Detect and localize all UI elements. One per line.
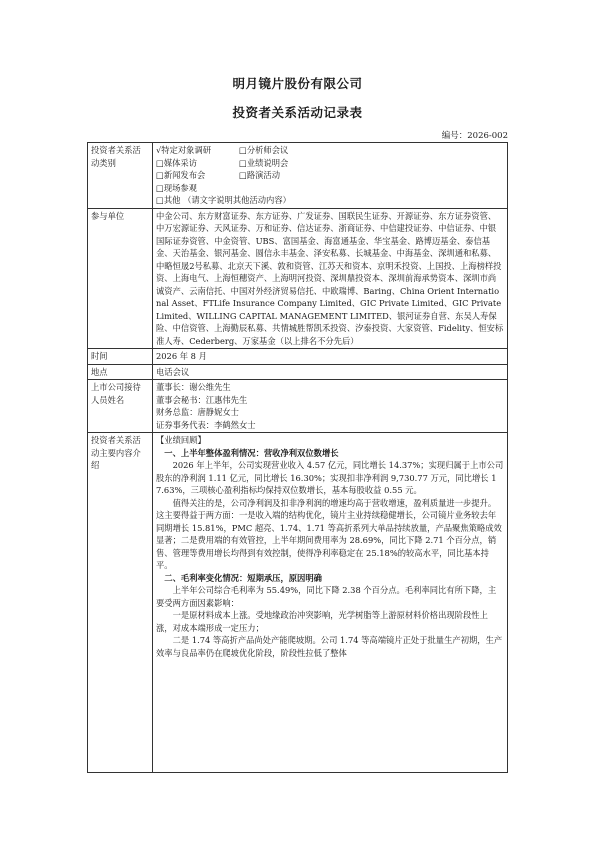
reception-staff xyxy=(153,380,508,433)
content-label: 投资者关系活动主要内容介绍 xyxy=(88,433,153,773)
category-label: 投资者关系活动类别 xyxy=(88,143,153,209)
option-site-visit[interactable]: □现场参观 xyxy=(156,182,198,193)
staff-board-secretary: 董事会秘书：江惠伟先生 xyxy=(156,394,248,405)
document-number: 编号：2026-002 xyxy=(441,131,508,141)
category-row xyxy=(88,143,508,209)
participants-row xyxy=(88,208,508,349)
company-name: 明月镜片股份有限公司 xyxy=(232,76,363,91)
option-other[interactable]: □其他 （请文字说明其他活动内容） xyxy=(156,195,291,205)
participants-list: 中金公司、东方财富证券、东方证券、广发证券、国联民生证券、开源证券、东方证券资管、中万宏源证券、天风证券、万和证券、信达证券、浙商证券、中信建投证券、中信证券、中银国际证券资管、中金资管、UBS、富国基金、海富通基金、华宝基金、路博迈基金、泰信基金、天治基金、银河基金、圆信永丰基金、泽安私募、长城基金、中海基金、深圳通和私募、中略恒晟2号私募、北京天下溪、敦和资管、江苏天和资本、京明禾投资、上国投、上海榜样投资、上海电气、上海恒穗资产、上海明河投资、深圳鼎投资本、深圳前海承势资本、深圳市尚诚资产、云南信托、中国对外经济贸易信托、中欧瑞博、Baring、China Orient International Asset、FTLife Insurance Company Limited、GIC Private Limited、GIC Private Limited、WILLING CAPITAL MANAGEMENT LIMITED、银河证券自营、东吴人寿保险、中信资管、上海勤辰私募、共情城胜帮凯禾投资、汐泰投资、大家资管、Fidelity、恒安标准人寿、Cederberg、万家基金（以上排名不分先后） xyxy=(153,208,508,349)
location-label: 地点 xyxy=(88,364,153,380)
time-label: 时间 xyxy=(88,349,153,365)
option-specific-research[interactable]: √特定对象调研 xyxy=(156,145,212,155)
section-heading-2: 二、毛利率变化情况：短期承压，原因明确 xyxy=(164,572,322,583)
category-options xyxy=(153,143,508,209)
reception-label: 上市公司接待人员姓名 xyxy=(88,380,153,433)
option-analyst-meeting[interactable]: □分析师会议 xyxy=(239,145,289,155)
content-body xyxy=(153,433,508,773)
staff-securities-rep: 证券事务代表：李鹤然女士 xyxy=(156,419,256,430)
time-row xyxy=(88,349,508,365)
section-heading-1: 一、上半年整体盈利情况：营收净利双位数增长 xyxy=(164,447,339,458)
location-value: 电话会议 xyxy=(153,364,508,380)
location-row xyxy=(88,364,508,380)
reception-row xyxy=(88,380,508,433)
section-tag: 【业绩回顾】 xyxy=(156,435,206,445)
participants-label: 参与单位 xyxy=(88,208,153,349)
document-title: 投资者关系活动记录表 xyxy=(232,105,363,120)
option-roadshow[interactable]: □路演活动 xyxy=(239,170,281,180)
paragraph-1: 2026 年上半年，公司实现营业收入 4.57 亿元，同比增长 14.37%；实现归属于上市公司股东的净利润 1.11 亿元，同比增长 16.30%；实现扣非净利润 9,730.77 万元，同比增长 17.63%，三项核心盈利指标均保持双位数增长，基本每股收益 0.55 元。 xyxy=(156,460,504,495)
paragraph-2: 值得关注的是，公司净利润及扣非净利润的增速均高于营收增速，盈利质量进一步提升。这主要得益于两方面：一是收入端的结构优化，镜片主业持续稳健增长，公司镜片业务较去年同期增长 15.81%，PMC 超亮、1.74、1.71 等高折系列大单品持续放量，产品聚焦策略成效显著；二是费用端的有效管控，上半年期间费用率为 28.69%，同比下降 2.71 个百分点，销售、管理等费用增长均得到有效控制，使得净利率稳定在 25.18%的较高水平，同比基本持平。 xyxy=(156,497,502,570)
paragraph-5: 二是 1.74 等高折产品尚处产能爬坡期。公司 1.74 等高端镜片正处于批量生产初期，生产效率与良品率仍在爬坡优化阶段，阶段性拉低了整体 xyxy=(156,635,503,658)
content-row xyxy=(88,433,508,773)
staff-chairman: 董事长：谢公维先生 xyxy=(156,382,231,392)
option-press-conference[interactable]: □新闻发布会 xyxy=(156,170,206,180)
time-value: 2026 年 8 月 xyxy=(153,349,508,365)
option-media-interview[interactable]: □媒体采访 xyxy=(156,157,198,168)
paragraph-4: 一是原材料成本上涨。受地缘政治冲突影响，光学树脂等上游原材料价格出现阶段性上涨，对成本端形成一定压力； xyxy=(156,610,488,633)
paragraph-3: 上半年公司综合毛利率为 55.49%，同比下降 2.38 个百分点。毛利率同比有所下降，主要受两方面因素影响： xyxy=(156,585,497,608)
option-earnings-call[interactable]: □业绩说明会 xyxy=(239,157,289,168)
record-table xyxy=(87,142,508,773)
staff-cfo: 财务总监：唐静妮女士 xyxy=(156,407,239,417)
